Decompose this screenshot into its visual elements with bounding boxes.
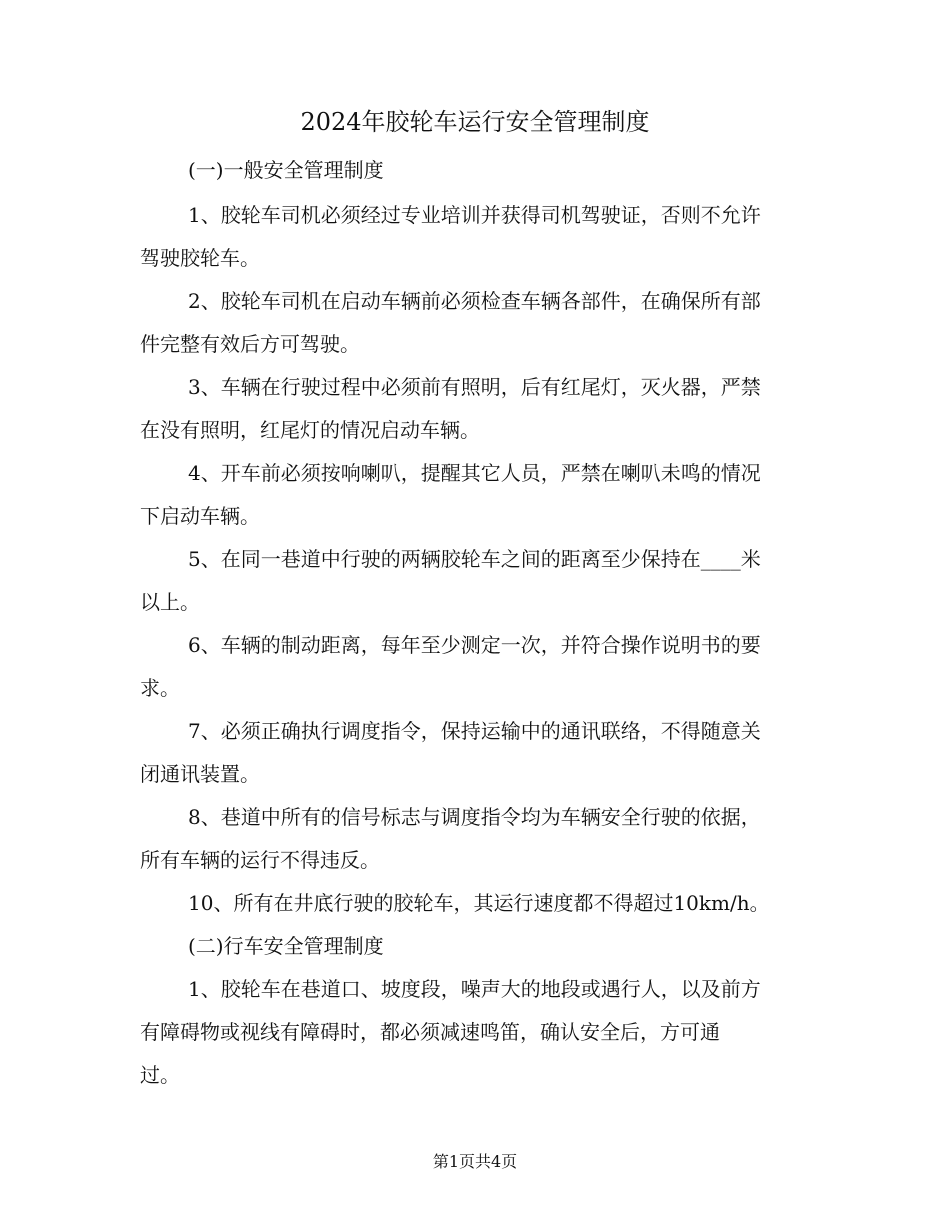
paragraph-line: 驾驶胶轮车。 xyxy=(140,246,260,270)
paragraph-line: 3、车辆在行驶过程中必须前有照明，后有红尾灯，灭火器，严禁 xyxy=(188,375,761,399)
paragraph-line: 4、开车前必须按响喇叭，提醒其它人员，严禁在喇叭未鸣的情况 xyxy=(188,461,761,485)
page-footer: 第1页共4页 xyxy=(432,1152,518,1171)
paragraph-line: 在没有照明，红尾灯的情况启动车辆。 xyxy=(140,418,480,442)
paragraph-line: 8、巷道中所有的信号标志与调度指令均为车辆安全行驶的依据， xyxy=(188,805,761,829)
paragraph-line: 1、胶轮车在巷道口、坡度段，噪声大的地段或遇行人，以及前方 xyxy=(188,977,761,1001)
paragraph-line: 闭通讯装置。 xyxy=(140,762,260,786)
paragraph-line: 求。 xyxy=(140,676,180,700)
paragraph-line: 7、必须正确执行调度指令，保持运输中的通讯联络，不得随意关 xyxy=(188,719,761,743)
paragraph-line: 10、所有在井底行驶的胶轮车，其运行速度都不得超过10km/h。 xyxy=(188,891,770,915)
paragraph-line: 件完整有效后方可驾驶。 xyxy=(140,332,360,356)
paragraph-line: 过。 xyxy=(140,1063,180,1087)
paragraph-line: 2、胶轮车司机在启动车辆前必须检查车辆各部件，在确保所有部 xyxy=(188,289,761,313)
paragraph-line: 6、车辆的制动距离，每年至少测定一次，并符合操作说明书的要 xyxy=(188,633,761,657)
paragraph-line: 5、在同一巷道中行驶的两辆胶轮车之间的距离至少保持在____米 xyxy=(188,547,761,571)
paragraph-line: 所有车辆的运行不得违反。 xyxy=(140,848,380,872)
paragraph-line: 有障碍物或视线有障碍时，都必须减速鸣笛，确认安全后，方可通 xyxy=(140,1020,720,1044)
section-heading-driving: (二)行车安全管理制度 xyxy=(188,934,384,958)
paragraph-line: 下启动车辆。 xyxy=(140,504,260,528)
document-title: 2024年胶轮车运行安全管理制度 xyxy=(300,108,650,136)
section-heading-general: (一)一般安全管理制度 xyxy=(188,158,384,182)
paragraph-line: 以上。 xyxy=(140,590,200,614)
paragraph-line: 1、胶轮车司机必须经过专业培训并获得司机驾驶证，否则不允许 xyxy=(188,203,761,227)
